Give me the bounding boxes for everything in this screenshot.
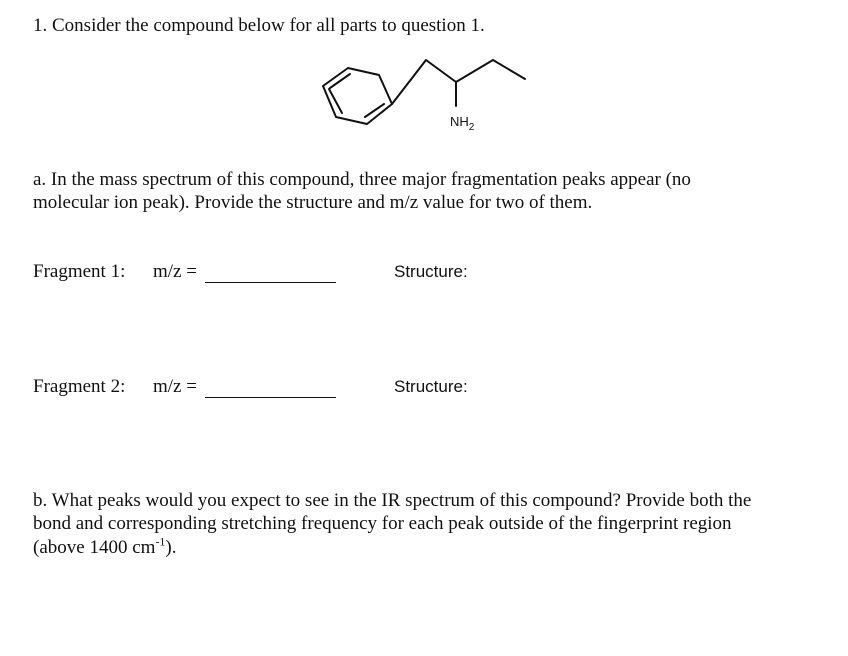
amine-label: $NH_2$ bbox=[450, 114, 475, 133]
fragment-2-structure-label: Structure: bbox=[394, 377, 468, 396]
fragment-2-mz-label: m/z = bbox=[153, 376, 197, 397]
part-b-line-3-superscript: -1 bbox=[155, 534, 166, 549]
question-1-prompt: 1. Consider the compound below for all parts to question 1. bbox=[33, 15, 485, 36]
fragment-1-mz-label: m/z = bbox=[153, 261, 197, 282]
fragment-1-label: Fragment 1: bbox=[33, 261, 126, 282]
fragment-1-structure-label: Structure: bbox=[394, 262, 468, 281]
fragment-2-mz-blank[interactable] bbox=[205, 397, 336, 398]
part-b-line-1: b. What peaks would you expect to see in the IR spectrum of this compound? Provide both the bbox=[33, 490, 752, 511]
aromatic-double-bond-2 bbox=[365, 104, 384, 117]
fragment-2-label: Fragment 2: bbox=[33, 376, 126, 397]
part-a-line-1: a. In the mass spectrum of this compound, three major fragmentation peaks appear (no bbox=[33, 169, 691, 190]
compound-structure bbox=[310, 54, 540, 144]
part-b-line-3 bbox=[33, 534, 177, 559]
aromatic-double-bond-1 bbox=[330, 74, 350, 88]
alkyl-chain bbox=[392, 60, 525, 104]
part-b-line-2: bond and corresponding stretching frequency for each peak outside of the fingerprint region bbox=[33, 513, 732, 534]
aromatic-double-bond-3 bbox=[329, 89, 342, 113]
fragment-1-mz-blank[interactable] bbox=[205, 282, 336, 283]
part-b-line-3-suffix: ). bbox=[165, 537, 177, 558]
part-b-line-3-prefix: (above 1400 cm bbox=[33, 537, 156, 558]
part-a-line-2: molecular ion peak). Provide the structure and m/z value for two of them. bbox=[33, 192, 593, 213]
